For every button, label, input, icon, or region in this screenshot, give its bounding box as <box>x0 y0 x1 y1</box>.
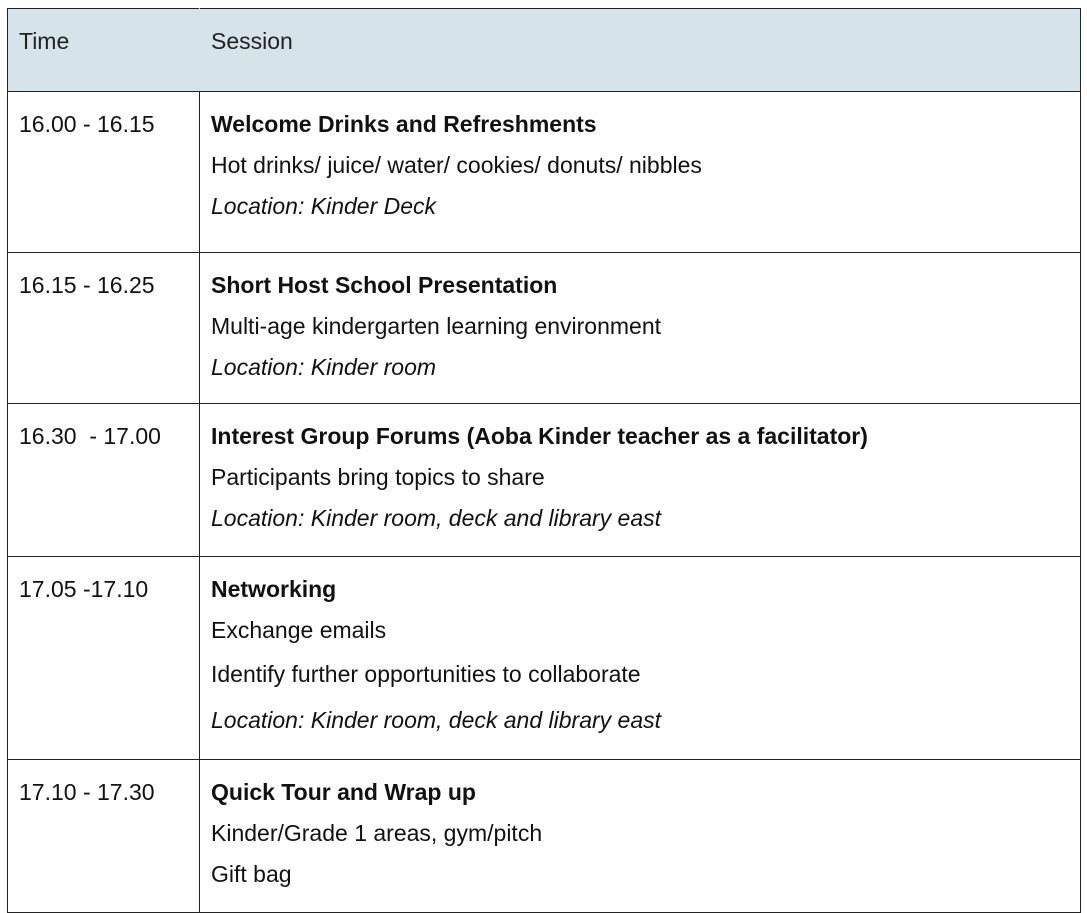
header-row <box>8 9 1081 92</box>
session-location: Location: Kinder Deck <box>211 193 437 219</box>
session-cell <box>200 404 1081 557</box>
session-location: Location: Kinder room, deck and library east <box>211 505 662 531</box>
session-detail: Participants bring topics to share <box>211 464 545 490</box>
table-row <box>8 557 1081 760</box>
table-row <box>8 92 1081 253</box>
session-detail: Kinder/Grade 1 areas, gym/pitch <box>211 820 543 846</box>
session-detail: Exchange emails <box>211 617 387 643</box>
session-detail: Identify further opportunities to collaborate <box>211 661 641 687</box>
session-cell <box>200 92 1081 253</box>
table-row <box>8 253 1081 404</box>
session-cell <box>200 760 1081 913</box>
session-column-header: Session <box>200 9 1081 92</box>
session-title: Short Host School Presentation <box>211 272 558 298</box>
time-cell: 17.05 -17.10 <box>8 557 200 760</box>
agenda-table <box>7 8 1081 913</box>
session-cell <box>200 253 1081 404</box>
session-cell <box>200 557 1081 760</box>
table-row <box>8 760 1081 913</box>
session-title: Quick Tour and Wrap up <box>211 779 476 805</box>
session-detail: Hot drinks/ juice/ water/ cookies/ donuts/ nibbles <box>211 152 702 178</box>
time-cell: 16.15 - 16.25 <box>8 253 200 404</box>
table-row <box>8 404 1081 557</box>
session-location: Location: Kinder room <box>211 354 437 380</box>
session-title: Interest Group Forums (Aoba Kinder teacher as a facilitator) <box>211 423 868 449</box>
time-cell: 16.00 - 16.15 <box>8 92 200 253</box>
time-cell: 16.30 - 17.00 <box>8 404 200 557</box>
time-cell: 17.10 - 17.30 <box>8 760 200 913</box>
session-title: Networking <box>211 576 337 602</box>
session-location: Location: Kinder room, deck and library east <box>211 707 662 733</box>
session-detail: Multi-age kindergarten learning environment <box>211 313 662 339</box>
session-title: Welcome Drinks and Refreshments <box>211 111 597 137</box>
time-column-header: Time <box>8 9 200 92</box>
session-detail: Gift bag <box>211 861 292 887</box>
